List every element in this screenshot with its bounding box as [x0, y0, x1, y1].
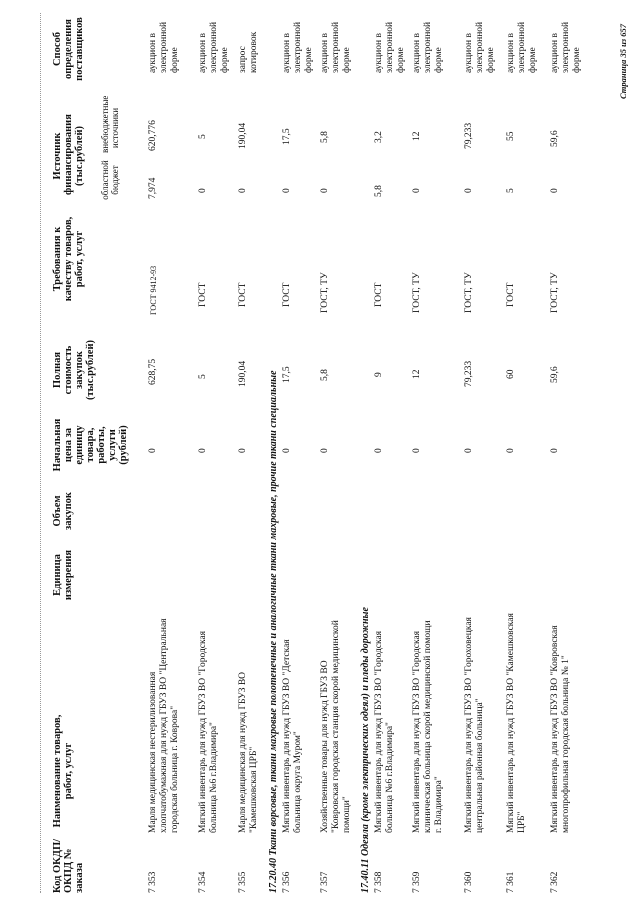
row-name: Мягкий инвентарь для нужд ГБУЗ ВО "Детская больница округа Муром": [282, 639, 303, 833]
row-method: аукцион в электронной форме: [464, 21, 496, 73]
row-regional: 0: [282, 188, 292, 193]
row-num: 7 353: [148, 871, 158, 893]
header-funding-regional: областной бюджет: [100, 160, 120, 200]
row-regional: 0: [550, 188, 560, 193]
row-regional: 0: [464, 188, 474, 193]
row-num: 7 361: [506, 871, 516, 893]
row-requirements: ГОСТ, ТУ: [320, 272, 330, 313]
header-start-price: Начальная цена за единицу товара, работы, услуги (рублей): [52, 418, 129, 472]
row-extra: 5,8: [320, 131, 330, 143]
row-method: аукцион в электронной форме: [198, 21, 230, 73]
header-volume: Объем закупок: [52, 492, 74, 530]
row-total: 9: [374, 372, 384, 377]
section-heading: 17.20.40 Ткани ворсовые, ткани махровые полотенечные и аналогичные ткани махровые, прочие ткани специальные: [268, 370, 279, 893]
header-unit: Единица измерения: [52, 549, 74, 601]
row-extra: 5: [198, 134, 208, 139]
row-extra: 79,233: [464, 122, 474, 149]
row-requirements: ГОСТ: [374, 282, 384, 307]
row-method: аукцион в электронной форме: [506, 21, 538, 73]
row-extra: 190,04: [238, 122, 248, 149]
row-method: аукцион в электронной форме: [282, 21, 314, 73]
row-num: 7 355: [238, 871, 248, 893]
row-price: 0: [198, 448, 208, 453]
row-requirements: ГОСТ, ТУ: [412, 272, 422, 313]
row-price: 0: [320, 448, 330, 453]
section-heading: 17.40.11 Одеяла (кроме электрических одеял) и пледы дорожные: [360, 607, 371, 893]
row-num: 7 356: [282, 871, 292, 893]
row-requirements: ГОСТ 9412-93: [149, 265, 158, 315]
row-requirements: ГОСТ: [282, 282, 292, 307]
header-total-cost: Полная стоимость закупок (тыс.рублей): [52, 339, 96, 401]
row-extra: 3,2: [374, 131, 384, 143]
row-num: 7 359: [412, 871, 422, 893]
row-extra: 55: [506, 131, 516, 141]
row-method: аукцион в электронной форме: [550, 21, 582, 73]
header-funding: Источник финансирования (тыс.рублей): [52, 114, 85, 195]
row-regional: 0: [238, 188, 248, 193]
row-name: Мягкий инвентарь для нужд ГБУЗ ВО "Городская клиническая больница скорой медицинской помощи г. Владимира": [412, 620, 444, 833]
row-price: 0: [550, 448, 560, 453]
scan-dotted-line: [40, 13, 41, 893]
row-price: 0: [374, 448, 384, 453]
header-code: Код ОКДП/ ОКПД № заказа: [52, 838, 85, 893]
row-extra: 620,776: [148, 120, 158, 151]
row-requirements: ГОСТ, ТУ: [550, 272, 560, 313]
row-method: запрос котировок: [238, 31, 259, 73]
row-total: 59,6: [550, 366, 560, 383]
row-regional: 7,974: [148, 177, 158, 199]
page-number: Страница 35 из 657: [618, 24, 628, 99]
row-total: 5: [198, 374, 208, 379]
row-name: Марля медицинская нестерилизованная хлопчатобумажная для нужд ГБУЗ ВО "Центральная городская больница г. Коврова": [148, 618, 180, 833]
row-method: аукцион в электронной форме: [320, 21, 352, 73]
row-num: 7 362: [550, 871, 560, 893]
row-regional: 0: [198, 188, 208, 193]
row-name: Мягкий инвентарь для нужд ГБУЗ ВО "Камешковская ЦРБ": [506, 613, 527, 833]
row-requirements: ГОСТ: [198, 282, 208, 307]
row-method: аукцион в электронной форме: [374, 21, 406, 73]
row-total: 628,75: [148, 358, 158, 385]
row-name: Мягкий инвентарь для нужд ГБУЗ ВО "Городская больница №6 г.Владимира": [198, 630, 219, 833]
row-price: 0: [282, 448, 292, 453]
row-regional: 0: [412, 188, 422, 193]
row-total: 79,233: [464, 360, 474, 387]
row-num: 7 354: [198, 871, 208, 893]
row-method: аукцион в электронной форме: [412, 21, 444, 73]
row-price: 0: [148, 448, 158, 453]
row-regional: 5,8: [374, 185, 384, 197]
row-price: 0: [412, 448, 422, 453]
row-name: Хозяйственные товары для нужд ГБУЗ ВО "Ковровская городская станция скорой медицинской помощи": [320, 620, 352, 833]
header-method: Способ определения поставщиков: [52, 17, 85, 81]
header-requirements: Требования к качеству товаров, работ, услуг: [52, 216, 85, 302]
row-name: Мягкий инвентарь для нужд ГБУЗ ВО "Ковровская многопрофильная городская больница № 1": [550, 625, 571, 833]
row-name: Марля медицинская для нужд ГБУЗ ВО "Камешковская ЦРБ": [238, 671, 259, 833]
row-regional: 5: [506, 188, 516, 193]
row-total: 5,8: [320, 369, 330, 381]
row-total: 12: [412, 369, 422, 379]
row-extra: 59,6: [550, 130, 560, 147]
row-requirements: ГОСТ, ТУ: [464, 272, 474, 313]
row-total: 190,04: [238, 360, 248, 387]
row-extra: 17,5: [282, 128, 292, 145]
row-extra: 12: [412, 131, 422, 141]
row-requirements: ГОСТ: [238, 282, 248, 307]
header-name: Наименование товаров, работ, услуг: [52, 714, 74, 828]
row-total: 17,5: [282, 366, 292, 383]
row-num: 7 358: [374, 871, 384, 893]
row-requirements: ГОСТ: [506, 282, 516, 307]
row-name: Мягкий инвентарь для нужд ГБУЗ ВО "Гороховецкая центральная районная больница": [464, 617, 485, 833]
row-total: 60: [506, 369, 516, 379]
row-price: 0: [464, 448, 474, 453]
header-funding-extra: внебюджетные источники: [100, 95, 120, 153]
row-price: 0: [506, 448, 516, 453]
row-name: Мягкий инвентарь для нужд ГБУЗ ВО "Городская больница №6 г.Владимира": [374, 630, 395, 833]
row-method: аукцион в электронной форме: [148, 21, 180, 73]
row-num: 7 357: [320, 871, 330, 893]
row-price: 0: [238, 448, 248, 453]
row-num: 7 360: [464, 871, 474, 893]
row-regional: 0: [320, 188, 330, 193]
